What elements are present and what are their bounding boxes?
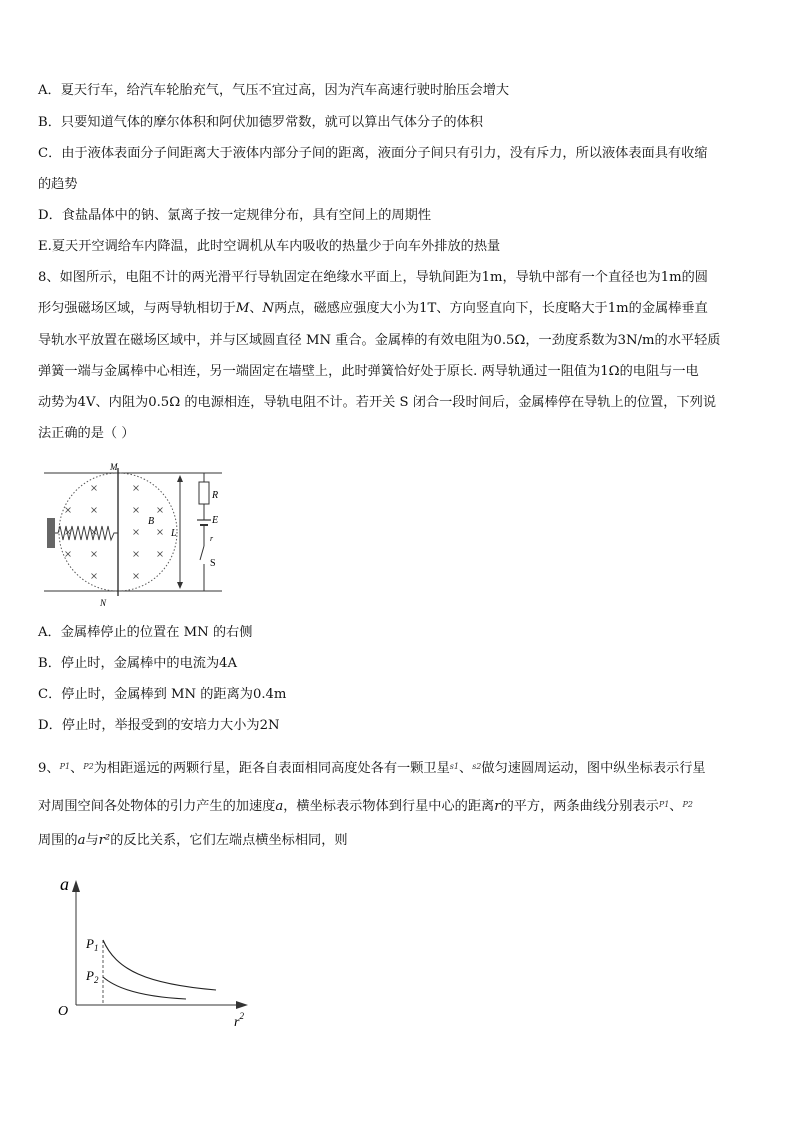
q8-stem-line3: 导轨水平放置在磁场区域中，并与区域圆直径 MN 重合。金属棒的有效电阻为0.5Ω，一劲度系数为3N/m的水平轻质	[38, 333, 721, 348]
q8-stem-line1: 8、如图所示，电阻不计的两光滑平行导轨固定在绝缘水平面上，导轨间距为1m，导轨中部有一个直径也为1m的圆	[38, 270, 708, 285]
q9-text: 做匀速圆周运动，图中纵坐标表示行星	[481, 761, 706, 776]
graph-label-a: a	[60, 874, 69, 894]
q9-text: 对周围空间各处物体的引力产生的加速度	[38, 799, 276, 814]
subscript: 1	[453, 762, 459, 771]
graph-label-p2: $P_2$	[86, 968, 99, 985]
symbol-r-squared: r²	[98, 833, 111, 848]
q9-stem-line3	[38, 832, 348, 850]
q9-graph-figure	[56, 870, 256, 1030]
label-n: N	[100, 598, 107, 608]
q9-number: 9、	[38, 761, 60, 776]
label-l: L	[171, 528, 177, 539]
q9-text: 为相距遥远的两颗行星，距各自表面相同高度处各有一颗卫星	[93, 761, 450, 776]
label-r-internal: r	[210, 534, 214, 543]
subscript: 1	[64, 762, 71, 771]
separator: 、	[669, 799, 683, 814]
graph-label-r2: $r^2$	[234, 1011, 244, 1030]
q8-option-c: C．停止时，金属棒到 MN 的距离为0.4m	[38, 687, 287, 702]
q8-stem-line5: 动势为4V、内阻为0.5Ω 的电源相连，导轨电阻不计。若开关 S 闭合一段时间后，金属棒停在导轨上的位置，下列说	[38, 395, 717, 410]
q8-circuit-figure	[44, 460, 234, 610]
subscript: 2	[476, 762, 482, 771]
symbol-p: P	[59, 762, 65, 771]
point-n: N	[262, 301, 275, 316]
label-s: S	[210, 558, 216, 569]
graph-label-origin: O	[58, 1004, 69, 1019]
q8-stem-line2	[38, 300, 708, 318]
q8-stem-line6: 法正确的是（ ）	[38, 426, 135, 441]
q8-text: 两点，磁感应强度大小为1T、方向竖直向下，长度略大于1m的金属棒垂直	[274, 301, 708, 316]
q8-text: 形匀强磁场区域，与两导轨相切于	[38, 301, 236, 316]
subscript: 1	[664, 800, 670, 809]
symbol-p: P	[83, 762, 89, 771]
label-m: M	[110, 462, 118, 472]
q9-stem-line2	[38, 796, 693, 816]
q9-text: 周围的	[38, 833, 78, 848]
label-b: B	[148, 516, 155, 527]
q9-text: 与	[85, 833, 99, 848]
q7-option-c-line1: C．由于液体表面分子间距离大于液体内部分子间的距离，液面分子间只有引力，没有斥力，所以液体表面具有收缩	[38, 146, 708, 161]
q9-text: 的反比关系，它们左端点横坐标相同，则	[110, 833, 348, 848]
separator: 、	[249, 301, 263, 316]
symbol-a: a	[77, 833, 86, 848]
q8-option-b: B．停止时，金属棒中的电流为4A	[38, 656, 238, 671]
q7-option-a: A．夏天行车，给汽车轮胎充气，气压不宜过高，因为汽车高速行驶时胎压会增大	[38, 83, 510, 98]
symbol-s: s	[472, 762, 477, 771]
point-m: M	[235, 301, 250, 316]
q7-option-c-line2: 的趋势	[38, 177, 78, 192]
label-r-resistor: R	[212, 490, 219, 501]
q7-option-b: B．只要知道气体的摩尔体积和阿伏加德罗常数，就可以算出气体分子的体积	[38, 115, 483, 130]
q7-option-e: E.夏天开空调给车内降温，此时空调机从车内吸收的热量少于向车外排放的热量	[38, 239, 501, 254]
q7-option-d: D．食盐晶体中的钠、氯离子按一定规律分布，具有空间上的周期性	[38, 208, 432, 223]
q9-text: 的平方，两条曲线分别表示	[500, 799, 659, 814]
symbol-p: P	[658, 800, 665, 809]
subscript: 2	[687, 800, 693, 809]
subscript: 2	[88, 762, 94, 771]
q8-option-a: A．金属棒停止的位置在 MN 的右侧	[38, 625, 253, 640]
q9-text: ，横坐标表示物体到行星中心的距离	[283, 799, 495, 814]
q8-option-d: D．停止时，举报受到的安培力大小为2N	[38, 718, 280, 733]
q9-stem-line1	[38, 758, 706, 778]
separator: 、	[70, 761, 84, 776]
symbol-r: r	[494, 799, 501, 814]
label-e: E	[212, 515, 219, 526]
q8-stem-line4: 弹簧一端与金属棒中心相连，另一端固定在墙壁上，此时弹簧恰好处于原长. 两导轨通过一阻值为1Ω的电阻与一电	[38, 364, 699, 379]
symbol-a: a	[275, 799, 284, 814]
symbol-s: s	[449, 762, 454, 771]
symbol-p: P	[682, 800, 688, 809]
graph-label-p1: $P_1$	[86, 936, 99, 953]
separator: 、	[459, 761, 473, 776]
